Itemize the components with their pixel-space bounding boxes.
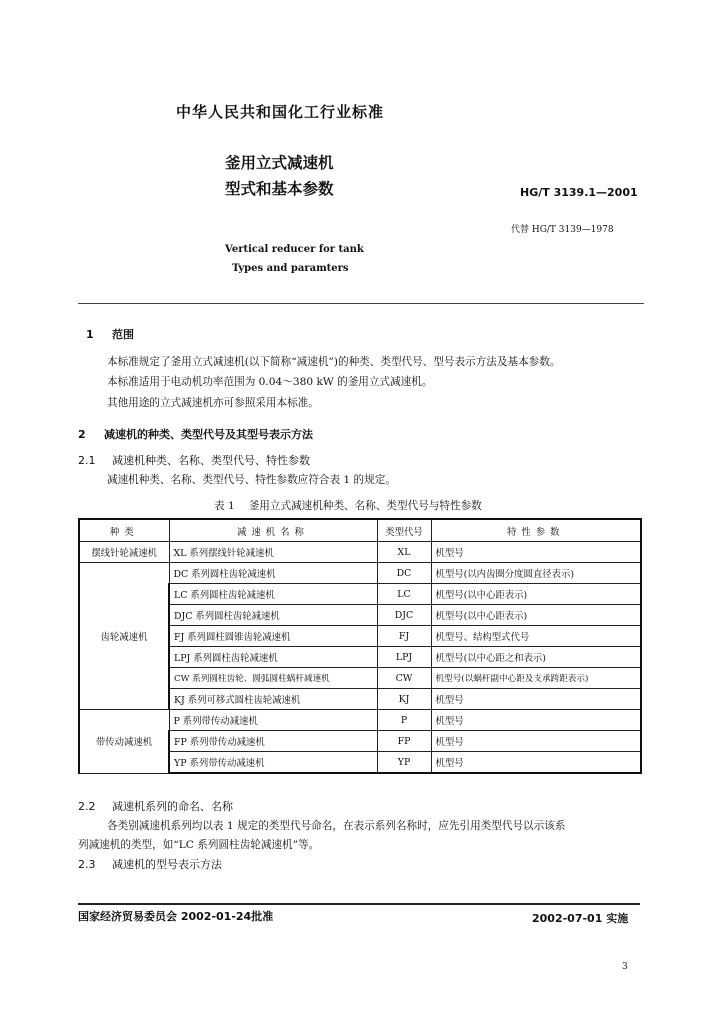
reducer-name-cell: DJC 系列圆柱齿轮减速机 [169, 605, 377, 626]
parameter-cell: 机型号 [431, 752, 641, 774]
section-number: 2.1 [78, 454, 96, 467]
implementation-date: 2002-07-01 实施 [532, 912, 629, 925]
section-2-heading [78, 426, 313, 442]
spec-table [78, 518, 642, 774]
reducer-name-cell: CW 系列圆柱齿轮、圆弧圆柱蜗杆减速机 [169, 668, 377, 689]
section-title: 减速机的型号表示方法 [112, 858, 222, 871]
type-code-cell: KJ [377, 689, 431, 710]
type-code-cell: LC [377, 584, 431, 605]
section-title: 范围 [112, 328, 134, 341]
section-2-1-heading [78, 452, 310, 468]
category-cell: 带传动减速机 [79, 710, 169, 774]
reducer-name-cell: YP 系列带传动减速机 [169, 752, 377, 774]
reducer-name-cell: FP 系列带传动减速机 [169, 731, 377, 752]
paragraph: 其他用途的立式减速机亦可参照采用本标准。 [107, 397, 319, 409]
paragraph: 本标准适用于电动机功率范围为 0.04～380 kW 的釜用立式减速机。 [107, 376, 433, 388]
section-2-2-heading [78, 798, 233, 814]
section-number: 1 [86, 328, 94, 341]
section-title: 减速机系列的命名、名称 [112, 800, 233, 813]
section-number: 2.2 [78, 800, 96, 813]
reducer-name-cell: FJ 系列圆柱圆锥齿轮减速机 [169, 626, 377, 647]
column-header: 类型代号 [377, 519, 431, 542]
type-code-cell: DJC [377, 605, 431, 626]
reducer-name-cell: KJ 系列可移式圆柱齿轮减速机 [169, 689, 377, 710]
table-row [79, 563, 641, 584]
type-code-cell: FP [377, 731, 431, 752]
replaces-standard: 代替 HG/T 3139—1978 [511, 225, 614, 235]
paragraph: 列减速机的类型，如“LC 系列圆柱齿轮减速机”等。 [78, 839, 320, 851]
section-title: 减速机种类、名称、类型代号、特性参数 [112, 454, 310, 467]
title-line-2: 型式和基本参数 [225, 180, 334, 198]
parameter-cell: 机型号 [431, 731, 641, 752]
footer-divider [78, 903, 640, 905]
title-line-1: 釜用立式减速机 [225, 154, 334, 172]
paragraph: 减速机种类、名称、类型代号、特性参数应符合表 1 的规定。 [107, 474, 396, 486]
parameter-cell: 机型号(以中心距表示) [431, 605, 641, 626]
standard-number: HG/T 3139.1—2001 [520, 186, 638, 199]
type-code-cell: XL [377, 542, 431, 563]
parameter-cell: 机型号(以中心距之和表示) [431, 647, 641, 668]
english-title [225, 240, 364, 278]
parameter-cell: 机型号 [431, 710, 641, 731]
column-header: 种类 [79, 519, 169, 542]
parameter-cell: 机型号 [431, 689, 641, 710]
parameter-cell: 机型号(以蜗杆副中心距及支承跨距表示) [431, 668, 641, 689]
english-title-line-2: Types and paramters [232, 263, 349, 274]
document-title [225, 150, 334, 202]
reducer-name-cell: DC 系列圆柱齿轮减速机 [169, 563, 377, 584]
table-row [79, 710, 641, 731]
table-row [79, 542, 641, 563]
header-divider [78, 303, 644, 304]
reducer-name-cell: LC 系列圆柱齿轮减速机 [169, 584, 377, 605]
type-code-cell: P [377, 710, 431, 731]
section-title: 减速机的种类、类型代号及其型号表示方法 [104, 428, 313, 441]
english-title-line-1: Vertical reducer for tank [225, 244, 364, 255]
section-number: 2 [78, 428, 86, 441]
paragraph: 本标准规定了釜用立式减速机(以下简称“减速机”)的种类、类型代号、型号表示方法及基本参数。 [107, 356, 561, 368]
column-header: 特性参数 [431, 519, 641, 542]
parameter-cell: 机型号(以内齿圈分度圆直径表示) [431, 563, 641, 584]
issuing-organization: 中华人民共和国化工行业标准 [176, 103, 385, 121]
table-caption-label: 表 1 [214, 500, 235, 512]
table-caption-title: 釜用立式减速机种类、名称、类型代号与特性参数 [248, 500, 482, 512]
reducer-name-cell: XL 系列摆线针轮减速机 [169, 542, 377, 563]
type-code-cell: CW [377, 668, 431, 689]
parameter-cell: 机型号(以中心距表示) [431, 584, 641, 605]
reducer-name-cell: LPJ 系列圆柱齿轮减速机 [169, 647, 377, 668]
category-cell: 齿轮减速机 [79, 563, 169, 710]
type-code-cell: DC [377, 563, 431, 584]
reducer-name-cell: P 系列带传动减速机 [169, 710, 377, 731]
section-1-heading [86, 326, 134, 342]
category-cell: 摆线针轮减速机 [79, 542, 169, 563]
page-number: 3 [622, 962, 628, 972]
column-header: 减速机名称 [169, 519, 377, 542]
table-header-row [79, 519, 641, 542]
type-code-cell: LPJ [377, 647, 431, 668]
table-caption [214, 498, 482, 513]
approval-line: 国家经济贸易委员会 2002-01-24批准 [78, 910, 274, 923]
parameter-cell: 机型号、结构型式代号 [431, 626, 641, 647]
section-2-3-heading [78, 856, 222, 872]
type-code-cell: YP [377, 752, 431, 774]
paragraph: 各类别减速机系列均以表 1 规定的类型代号命名，在表示系列名称时，应先引用类型代号以示该系 [107, 820, 566, 832]
type-code-cell: FJ [377, 626, 431, 647]
parameter-cell: 机型号 [431, 542, 641, 563]
section-number: 2.3 [78, 858, 96, 871]
